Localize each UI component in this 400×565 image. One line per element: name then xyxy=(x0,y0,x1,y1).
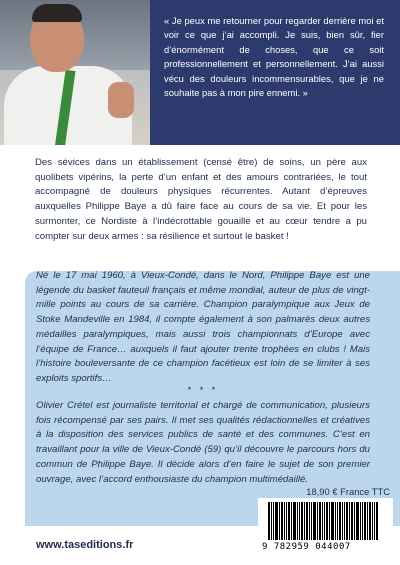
barcode xyxy=(258,498,393,558)
price-label: 18,90 € France TTC xyxy=(306,486,390,497)
bio-paragraph: Né le 17 mai 1960, à Vieux-Condé, dans le Nord, Philippe Baye est une légende du basket fauteuil français et même mondial, auteur de plus de vingt-mille points au cours de sa carrière. Champion paralympique aux Jeux de Stoke Mandeville en 1984, il compte également à son palmarès deux autres médailles paralympiques, mais aussi trois championnats d’Europe avec l’équipe de France… auxquels il faut ajouter trente trophées en clubs ! Mais l’histoire bouleversante de ce champion facétieux est loin de se limiter à ses exploits sportifs… xyxy=(36,270,370,384)
intro-paragraph: Des sévices dans un établissement (censé être) de soins, un père aux quolibets vipérins, la perte d’un enfant et des amours contrariées, le tout accompagné de douleurs physiques récurrentes. Autant d’épreuves auxquelles Philippe Baye a dû faire face au cours de sa vie. Et pour les surmonter, ce Nordiste à l’indécrottable gouaille et au cœur tendre a pu compter sur deux armes : sa résilience et surtout le basket ! xyxy=(35,157,367,242)
publisher-website[interactable]: www.taseditions.fr xyxy=(36,539,134,551)
barcode-bars xyxy=(268,502,386,540)
cover-photo xyxy=(0,0,150,145)
barcode-number: 9 782959 044007 xyxy=(262,542,351,552)
quote-box xyxy=(150,0,400,145)
author-paragraph: Olivier Crétel est journaliste territorial et chargé de communication, plusieurs fois récompensé par ses pairs. Il met ses qualités rédactionnelles et créatives à la disposition des services publics de santé et des communes. C’est en travaillant pour la ville de Vieux-Condé (59) qu’il découvre le parcours hors du commun de Philippe Baye. Il décide alors d’en faire le sujet de son premier ouvrage, avec l’accord enthousiaste du champion multimédaillé. xyxy=(36,400,370,485)
section-separator: * * * xyxy=(187,385,219,395)
thumbs-up-icon xyxy=(108,82,134,118)
quote-text: « Je peux me retourner pour regarder derrière moi et voir ce que j’ai accompli. Je suis, bien sûr, fier d’énormément de choses, que ce soit professionnellement et personnellement. J’ai aussi vécu des douleurs incommensurables, que je ne souhaite pas à mon pire ennemi. » xyxy=(164,15,384,99)
